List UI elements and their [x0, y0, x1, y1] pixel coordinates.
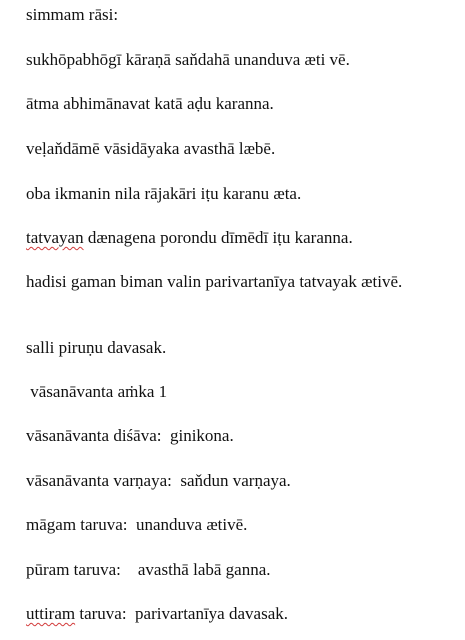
text-line-6-rest: dænagena porondu dīmēdī iṭu karanna.: [83, 228, 353, 247]
text-line-8: salli piruṇu davasak.: [26, 338, 167, 357]
spellcheck-word[interactable]: tatvayan: [26, 228, 84, 247]
text-line-4: veḷaňdāmē vāsidāyaka avasthā læbē.: [26, 139, 276, 158]
text-line-11: vāsanāvanta varṇaya: saňdun varṇaya.: [26, 471, 291, 490]
spellcheck-word[interactable]: uttiram: [26, 604, 76, 623]
text-line-14: [26, 603, 288, 625]
text-line-2: sukhōpabhōgī kāraṇā saňdahā unanduva æti vē.: [26, 50, 350, 69]
text-line-13: pūram taruva: avasthā labā ganna.: [26, 560, 271, 579]
text-line-12: māgam taruva: unanduva ætivē.: [26, 515, 248, 534]
text-line-3: ātma abhimānavat katā aḍu karanna.: [26, 94, 274, 113]
text-line-1: simmam rāsi:: [26, 5, 119, 24]
text-line-10: vāsanāvanta diśāva: ginikona.: [26, 426, 234, 445]
text-line-6: [26, 227, 353, 249]
text-line-14-rest: taruva: parivartanīya davasak.: [75, 604, 288, 623]
text-line-9: vāsanāvanta aṁka 1: [26, 382, 168, 401]
text-line-7: hadisi gaman biman valin parivartanīya tatvayak ætivē.: [26, 272, 403, 291]
text-line-5: oba ikmanin nila rājakāri iṭu karanu æta.: [26, 184, 302, 203]
